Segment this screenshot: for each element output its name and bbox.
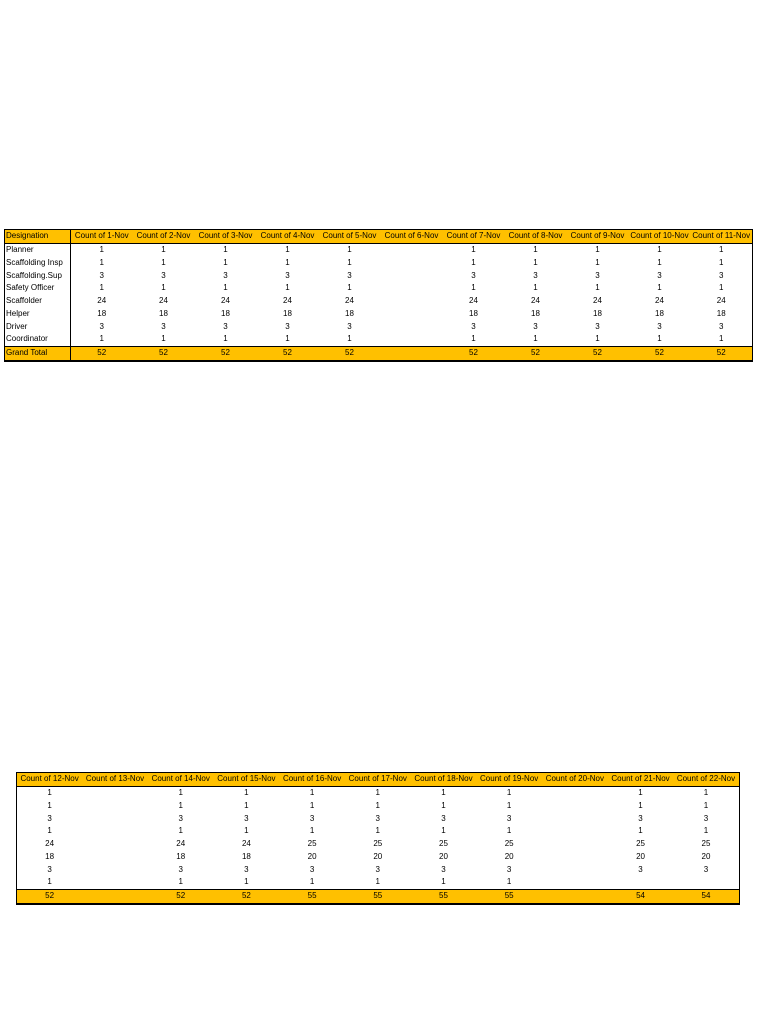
value-cell: 3 [506,813,512,823]
column-header-cell: Count of 11-Nov [691,230,753,244]
value-cell: 1 [375,877,380,887]
row-label-cell: Scaffolding Insp [5,257,71,270]
value-cell: 1 [347,283,352,293]
total-cell: 52 [505,346,567,360]
value-cell: 18 [593,308,602,318]
value-cell: 20 [307,851,317,861]
value-cell: 1 [471,283,476,293]
value-cell: 3 [638,813,643,823]
value-cell: 1 [178,788,183,798]
column-header-cell: Count of 22-Nov [673,773,739,787]
total-cell: 55 [345,889,411,903]
value-cell: 1 [347,334,352,344]
value-cell: 3 [17,863,83,876]
value-cell: 18 [345,308,354,318]
value-cell: 1 [347,245,352,255]
value-cell [542,812,608,825]
total-cell: 52 [195,346,257,360]
value-cell: 1 [638,826,643,836]
value-cell: 18 [97,308,107,318]
value-cell: 1 [161,245,166,255]
value-cell: 1 [17,825,83,838]
column-header-cell: Count of 6-Nov [381,230,443,244]
pivot-table-2 [16,772,740,905]
value-cell: 18 [176,851,186,861]
value-cell: 20 [439,851,448,861]
total-cell [381,346,443,360]
table-row [17,812,740,825]
value-cell: 1 [506,788,512,798]
value-cell: 1 [178,800,183,810]
value-cell: 1 [506,877,512,887]
value-cell: 1 [309,826,315,836]
value-cell: 1 [285,245,290,255]
value-cell: 1 [691,333,753,346]
column-header-cell: Count of 19-Nov [476,773,542,787]
value-cell: 18 [469,308,478,318]
value-cell: 18 [655,308,664,318]
value-cell: 25 [504,839,514,849]
value-cell: 1 [471,257,476,267]
value-cell: 18 [531,308,540,318]
value-cell: 3 [161,321,166,331]
value-cell: 24 [221,296,230,306]
value-cell: 24 [655,296,664,306]
total-cell: 54 [608,889,674,903]
value-cell: 1 [375,788,380,798]
value-cell: 1 [309,788,315,798]
value-cell: 3 [17,812,83,825]
table-row [17,876,740,889]
total-cell: 52 [257,346,319,360]
value-cell: 3 [673,863,739,876]
value-cell: 1 [506,826,512,836]
value-cell: 1 [638,788,643,798]
value-cell: 3 [691,269,753,282]
value-cell [82,825,148,838]
value-cell: 25 [636,839,645,849]
value-cell: 1 [285,283,290,293]
value-cell: 1 [223,245,228,255]
value-cell: 3 [178,864,183,874]
row-label-cell: Planner [5,243,71,256]
value-cell: 18 [159,308,168,318]
value-cell: 1 [223,334,228,344]
value-cell: 1 [673,825,739,838]
total-cell: 52 [443,346,505,360]
value-cell: 18 [241,851,251,861]
value-cell: 24 [176,839,186,849]
value-cell: 1 [441,800,446,810]
value-cell: 1 [471,245,476,255]
value-cell [381,308,443,321]
value-cell: 3 [161,270,166,280]
value-cell: 3 [285,321,290,331]
table-row [5,308,753,321]
column-header-cell: Count of 4-Nov [257,230,319,244]
value-cell: 3 [441,864,446,874]
value-cell: 18 [691,308,753,321]
row-header-cell: Designation [5,230,71,244]
table-row [5,320,753,333]
value-cell: 18 [17,851,83,864]
value-cell: 3 [309,813,315,823]
value-cell: 1 [533,334,538,344]
value-cell: 3 [638,864,643,874]
value-cell: 3 [223,321,228,331]
table-row [17,800,740,813]
header-row [17,773,740,787]
value-cell: 20 [636,851,645,861]
value-cell: 1 [309,800,315,810]
value-cell [542,876,608,889]
row-label-cell: Safety Officer [5,282,71,295]
table-row [5,333,753,346]
total-cell: 54 [673,889,739,903]
value-cell: 20 [373,851,383,861]
value-cell: 24 [531,296,540,306]
column-header-cell: Count of 1-Nov [71,230,133,244]
value-cell [542,825,608,838]
column-header-cell: Count of 8-Nov [505,230,567,244]
value-cell: 25 [439,839,448,849]
value-cell: 1 [441,826,446,836]
value-cell: 25 [307,839,317,849]
table-row [5,269,753,282]
value-cell: 1 [506,800,512,810]
value-cell: 3 [657,321,662,331]
table-row [5,257,753,270]
value-cell: 3 [285,270,290,280]
total-cell: 52 [148,889,214,903]
value-cell: 1 [223,257,228,267]
value-cell: 3 [533,270,538,280]
value-cell: 3 [347,321,352,331]
column-header-cell: Count of 12-Nov [17,773,83,787]
value-cell: 1 [244,826,249,836]
column-header-cell: Count of 13-Nov [82,773,148,787]
table-row [5,243,753,256]
column-header-cell: Count of 5-Nov [319,230,381,244]
value-cell: 1 [533,283,538,293]
total-cell: 52 [319,346,381,360]
value-cell [82,800,148,813]
row-label-cell: Scaffolding.Sup [5,269,71,282]
column-header-cell: Count of 18-Nov [411,773,477,787]
value-cell: 20 [504,851,514,861]
value-cell: 3 [244,813,249,823]
value-cell: 1 [471,334,476,344]
value-cell: 1 [347,257,352,267]
value-cell: 1 [17,876,83,889]
value-cell [381,243,443,256]
value-cell [381,269,443,282]
value-cell: 1 [673,786,739,799]
column-header-cell: Count of 2-Nov [133,230,195,244]
value-cell: 1 [638,800,643,810]
value-cell: 24 [691,295,753,308]
value-cell: 3 [595,270,600,280]
value-cell: 1 [285,257,290,267]
row-label-cell: Helper [5,308,71,321]
value-cell: 1 [657,257,662,267]
table-row [17,786,740,799]
value-cell: 3 [99,270,104,280]
value-cell: 18 [283,308,292,318]
value-cell [381,257,443,270]
value-cell: 3 [471,270,476,280]
value-cell: 1 [17,800,83,813]
value-cell: 3 [347,270,352,280]
value-cell: 1 [285,334,290,344]
table-row [17,838,740,851]
total-cell: 55 [476,889,542,903]
total-cell: 52 [133,346,195,360]
value-cell: 1 [657,283,662,293]
column-header-cell: Count of 9-Nov [567,230,629,244]
value-cell [673,876,739,889]
value-cell [542,863,608,876]
total-cell: 55 [411,889,477,903]
column-header-cell: Count of 17-Nov [345,773,411,787]
total-cell: 52 [629,346,691,360]
value-cell: 3 [691,320,753,333]
value-cell: 24 [97,296,107,306]
value-cell: 1 [244,788,249,798]
value-cell: 1 [595,257,600,267]
value-cell: 1 [99,283,104,293]
total-cell: 52 [567,346,629,360]
value-cell: 1 [533,257,538,267]
table-row [5,295,753,308]
value-cell [542,786,608,799]
value-cell: 3 [99,321,104,331]
value-cell: 1 [673,800,739,813]
row-label-cell: Coordinator [5,333,71,346]
value-cell: 1 [657,245,662,255]
value-cell: 3 [673,812,739,825]
grand-total-label: Grand Total [5,346,71,360]
value-cell: 3 [375,813,380,823]
value-cell [82,876,148,889]
row-label-cell: Driver [5,320,71,333]
value-cell: 3 [223,270,228,280]
value-cell [381,282,443,295]
value-cell: 1 [375,826,380,836]
value-cell: 1 [691,282,753,295]
value-cell: 1 [223,283,228,293]
value-cell [381,333,443,346]
pivot-table-1 [4,229,753,362]
value-cell: 18 [221,308,230,318]
column-header-cell: Count of 10-Nov [629,230,691,244]
total-cell: 52 [214,889,280,903]
column-header-cell: Count of 7-Nov [443,230,505,244]
value-cell: 1 [691,257,753,270]
value-cell: 3 [441,813,446,823]
value-cell: 1 [441,788,446,798]
value-cell: 25 [373,839,383,849]
table-row [5,282,753,295]
value-cell: 3 [178,813,183,823]
total-cell: 52 [691,346,753,360]
value-cell: 3 [375,864,380,874]
value-cell: 1 [533,245,538,255]
value-cell: 20 [673,851,739,864]
value-cell: 1 [657,334,662,344]
column-header-cell: Count of 16-Nov [279,773,345,787]
value-cell: 24 [593,296,602,306]
value-cell [608,876,674,889]
value-cell: 1 [595,334,600,344]
total-cell [82,889,148,903]
column-header-cell: Count of 3-Nov [195,230,257,244]
value-cell: 1 [595,283,600,293]
value-cell [82,851,148,864]
value-cell: 1 [178,877,183,887]
row-label-cell: Scaffolder [5,295,71,308]
value-cell: 24 [17,838,83,851]
value-cell: 1 [375,800,380,810]
grand-total-row [5,346,753,360]
total-cell: 52 [71,346,133,360]
value-cell: 1 [161,257,166,267]
value-cell: 24 [345,296,354,306]
value-cell: 25 [673,838,739,851]
value-cell [381,320,443,333]
total-cell: 55 [279,889,345,903]
value-cell [82,863,148,876]
value-cell: 1 [99,334,104,344]
total-cell: 52 [17,889,83,903]
value-cell: 24 [283,296,292,306]
value-cell: 24 [159,296,168,306]
value-cell [82,838,148,851]
value-cell [381,295,443,308]
grand-total-row [17,889,740,903]
value-cell: 3 [506,864,512,874]
value-cell: 1 [309,877,315,887]
value-cell: 24 [469,296,478,306]
value-cell: 1 [691,243,753,256]
value-cell: 3 [657,270,662,280]
header-row [5,230,753,244]
column-header-cell: Count of 21-Nov [608,773,674,787]
value-cell: 3 [595,321,600,331]
value-cell: 1 [595,245,600,255]
table-row [17,825,740,838]
value-cell [542,800,608,813]
value-cell: 3 [244,864,249,874]
value-cell: 1 [99,245,104,255]
table-row [17,851,740,864]
value-cell: 1 [17,786,83,799]
value-cell: 1 [161,334,166,344]
value-cell: 1 [178,826,183,836]
value-cell: 3 [533,321,538,331]
value-cell: 24 [241,839,251,849]
total-cell [542,889,608,903]
value-cell: 1 [161,283,166,293]
value-cell [82,786,148,799]
value-cell: 1 [244,877,249,887]
value-cell [542,838,608,851]
table-row [17,863,740,876]
value-cell: 3 [309,864,315,874]
value-cell [82,812,148,825]
value-cell [542,851,608,864]
column-header-cell: Count of 14-Nov [148,773,214,787]
column-header-cell: Count of 20-Nov [542,773,608,787]
value-cell: 1 [99,257,104,267]
value-cell: 1 [441,877,446,887]
column-header-cell: Count of 15-Nov [214,773,280,787]
value-cell: 1 [244,800,249,810]
value-cell: 3 [471,321,476,331]
